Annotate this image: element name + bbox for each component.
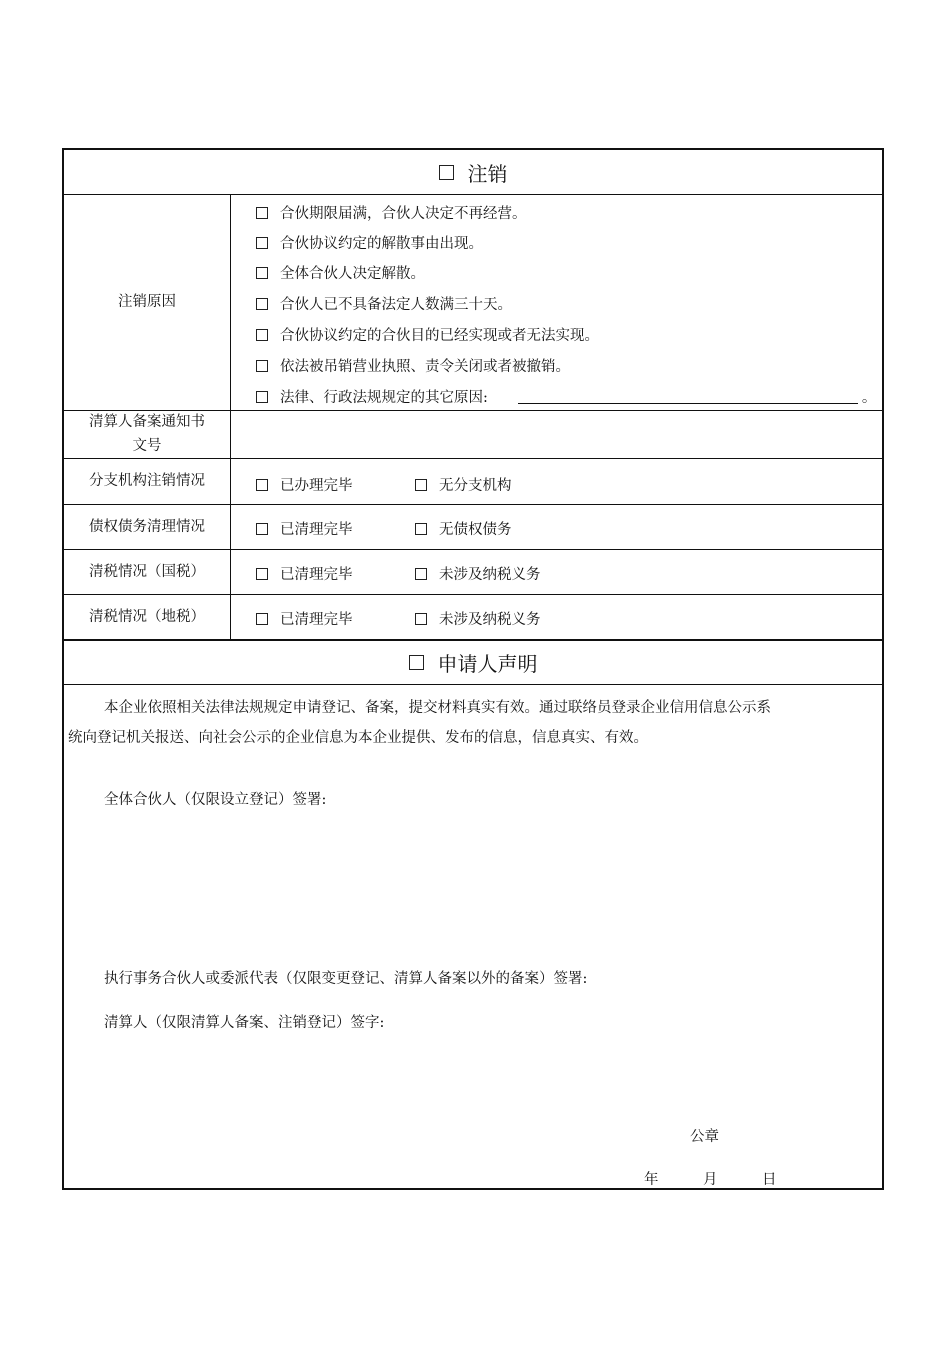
option-text: 已清理完毕 — [280, 567, 353, 583]
option-text: 无分支机构 — [439, 478, 512, 494]
liquidator-notice-field[interactable] — [232, 411, 882, 457]
option[interactable] — [415, 474, 512, 495]
checkbox[interactable] — [256, 329, 268, 341]
option-text: 未涉及纳税义务 — [439, 612, 541, 628]
partners-signature-label: 全体合伙人（仅限设立登记）签署: — [104, 792, 327, 808]
option[interactable] — [256, 608, 353, 629]
checkbox[interactable] — [256, 267, 268, 279]
national-tax-label: 清税情况（国税） — [89, 563, 205, 580]
reason-item[interactable] — [256, 202, 527, 223]
declaration-checkbox[interactable] — [409, 655, 424, 670]
checkbox[interactable] — [415, 568, 427, 580]
checkbox[interactable] — [415, 613, 427, 625]
reason-label: 注销原因 — [118, 294, 176, 310]
option[interactable] — [415, 518, 512, 539]
option-text: 未涉及纳税义务 — [439, 567, 541, 583]
checkbox[interactable] — [415, 479, 427, 491]
option[interactable] — [256, 518, 353, 539]
option-text: 已清理完毕 — [280, 612, 353, 628]
cancel-section-checkbox[interactable] — [439, 165, 454, 180]
reason-text: 法律、行政法规规定的其它原因: — [280, 390, 488, 406]
option-text: 已办理完毕 — [280, 478, 353, 494]
cancellation-form — [62, 148, 884, 1190]
declaration-paragraph-line1: 本企业依照相关法律法规规定申请登记、备案，提交材料真实有效。通过联络员登录企业信用信息公示系 — [104, 700, 771, 716]
date-year: 年 — [644, 1172, 659, 1188]
cancel-section-title: 注销 — [467, 161, 508, 186]
checkbox[interactable] — [256, 237, 268, 249]
local-tax-label: 清税情况（地税） — [89, 608, 205, 625]
seal-label: 公章 — [690, 1129, 719, 1145]
liquidator-signature-label: 清算人（仅限清算人备案、注销登记）签字: — [104, 1015, 385, 1031]
cancel-section-header — [64, 150, 882, 194]
date-month: 月 — [703, 1172, 718, 1188]
reason-item[interactable] — [256, 355, 570, 376]
checkbox[interactable] — [415, 523, 427, 535]
reason-text: 合伙期限届满，合伙人决定不再经营。 — [280, 206, 527, 222]
reason-item[interactable] — [256, 293, 512, 314]
liquidator-label-line2: 文号 — [132, 438, 162, 454]
reason-item[interactable] — [256, 386, 876, 407]
reason-item[interactable] — [256, 262, 425, 283]
option[interactable] — [256, 563, 353, 584]
declaration-header — [64, 640, 882, 684]
option-text: 已清理完毕 — [280, 522, 353, 538]
reason-item[interactable] — [256, 324, 599, 345]
checkbox[interactable] — [256, 523, 268, 535]
other-reason-blank[interactable] — [518, 389, 858, 404]
checkbox[interactable] — [256, 479, 268, 491]
branch-cancel-label: 分支机构注销情况 — [89, 473, 205, 489]
liquidator-notice-label — [64, 410, 230, 458]
reason-text: 合伙人已不具备法定人数满三十天。 — [280, 297, 512, 313]
reason-text: 合伙协议约定的合伙目的已经实现或者无法实现。 — [280, 328, 599, 344]
reason-end-mark: 。 — [861, 390, 877, 406]
divider — [64, 684, 882, 685]
checkbox[interactable] — [256, 568, 268, 580]
checkbox[interactable] — [256, 360, 268, 372]
checkbox[interactable] — [256, 207, 268, 219]
column-divider — [230, 194, 231, 640]
reason-text: 全体合伙人决定解散。 — [280, 266, 425, 282]
executive-signature-label: 执行事务合伙人或委派代表（仅限变更登记、清算人备案以外的备案）签署: — [104, 971, 588, 987]
checkbox[interactable] — [256, 613, 268, 625]
reason-item[interactable] — [256, 232, 483, 253]
checkbox[interactable] — [256, 391, 268, 403]
option-text: 无债权债务 — [439, 522, 512, 538]
option[interactable] — [415, 608, 541, 629]
option[interactable] — [256, 474, 353, 495]
declaration-title: 申请人声明 — [437, 651, 538, 676]
declaration-paragraph-line2: 统向登记机关报送、向社会公示的企业信息为本企业提供、发布的信息，信息真实、有效。 — [68, 730, 648, 746]
reason-text: 依法被吊销营业执照、责令关闭或者被撤销。 — [280, 359, 570, 375]
liquidator-label-line1: 清算人备案通知书 — [89, 414, 205, 430]
reason-text: 合伙协议约定的解散事由出现。 — [280, 236, 483, 252]
checkbox[interactable] — [256, 298, 268, 310]
date-day: 日 — [762, 1172, 777, 1188]
debt-clear-label: 债权债务清理情况 — [89, 518, 205, 535]
option[interactable] — [415, 563, 541, 584]
